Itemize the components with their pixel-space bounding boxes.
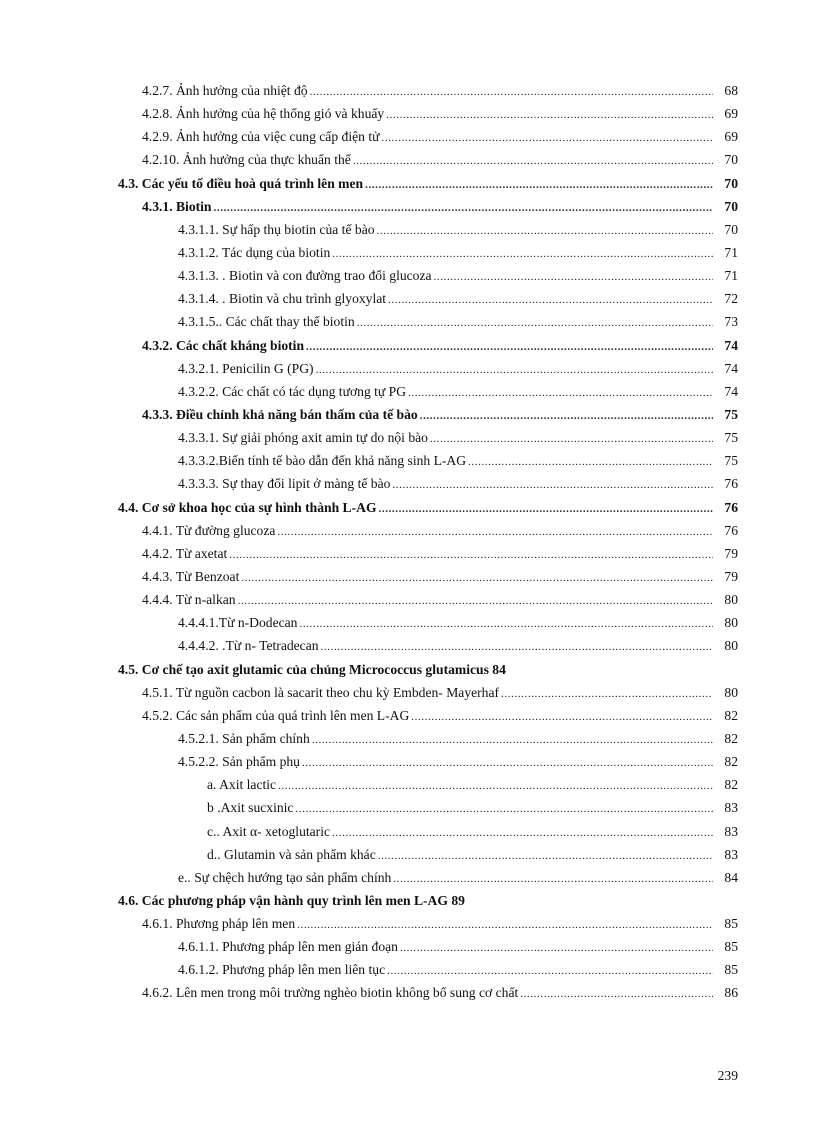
toc-entry-title: 4.3.1.1. Sự hấp thụ biotin của tế bào <box>178 221 375 237</box>
toc-entry-title: 4.6.1.2. Phương pháp lên men liên tục <box>178 962 386 978</box>
toc-entry-page: 82 <box>724 707 738 723</box>
toc-entry <box>0 148 816 171</box>
toc-leader-dots <box>408 382 713 405</box>
toc-entry <box>0 380 816 403</box>
toc-entry-title: 4.3.1.5.. Các chất thay thế biotin <box>178 314 355 330</box>
toc-entry-title: 4.3.1.3. . Biotin và con đường trao đổi glucoza <box>178 268 432 284</box>
toc-entry-page: 74 <box>724 337 738 353</box>
toc-entry <box>0 287 816 310</box>
toc-entry-title: e.. Sự chệch hướng tạo sản phẩm chính <box>178 869 392 885</box>
toc-entry-title: 4.2.7. Ảnh hưởng của nhiệt độ <box>142 83 308 98</box>
toc-entry-title: 4.3.2.1. Penicilin G (PG) <box>178 360 314 376</box>
toc-entry-page: 76 <box>724 522 738 538</box>
toc-entry-page: 83 <box>724 800 738 816</box>
toc-entry <box>0 889 816 912</box>
toc-leader-dots <box>297 914 713 937</box>
toc-entry-title: 4.4.4.2. .Từ n- Tetradecan <box>178 638 319 654</box>
toc-leader-dots <box>468 451 713 474</box>
toc-leader-dots <box>302 752 713 775</box>
toc-leader-dots <box>430 428 713 451</box>
toc-entry-page: 75 <box>724 406 738 422</box>
toc-entry-title: 4.5. Cơ chế tạo axit glutamic của chủng Micrococcus glutamicus 84 <box>118 661 506 677</box>
toc-entry-page: 70 <box>724 198 738 214</box>
toc-entry-page: 79 <box>724 568 738 584</box>
toc-entry <box>0 496 816 519</box>
toc-entry-title: b .Axit sucxinic <box>207 800 294 816</box>
toc-leader-dots <box>312 729 713 752</box>
toc-entry-title: 4.4. Cơ sở khoa học của sự hình thành L-AG <box>118 499 377 515</box>
toc-entry-page: 73 <box>724 314 738 330</box>
toc-entry <box>0 79 816 102</box>
toc-entry-title: 4.5.1. Từ nguồn cacbon là sacarit theo chu kỳ Embden- Mayerhaf <box>142 684 500 700</box>
toc-leader-dots <box>241 567 713 590</box>
toc-leader-dots <box>332 822 713 845</box>
toc-entry <box>0 935 816 958</box>
toc-leader-dots <box>316 359 713 382</box>
toc-leader-dots <box>310 81 713 104</box>
toc-entry <box>0 981 816 1004</box>
toc-entry <box>0 773 816 796</box>
toc-leader-dots <box>388 289 713 312</box>
toc-leader-dots <box>214 197 714 220</box>
toc-entry-page: 69 <box>724 129 738 145</box>
toc-entry-title: 4.5.2.1. Sản phẩm chính <box>178 730 310 746</box>
toc-entry-page: 76 <box>724 499 738 515</box>
toc-entry-title: 4.6.1. Phương pháp lên men <box>142 916 296 932</box>
toc-leader-dots <box>400 937 713 960</box>
toc-entry-page: 75 <box>724 453 738 469</box>
toc-entry-page: 80 <box>724 592 738 608</box>
toc-entry-title: 4.3. Các yếu tố điều hoà quá trình lên men <box>118 175 364 191</box>
toc-leader-dots <box>434 266 713 289</box>
toc-entry-title: 4.6.1.1. Phương pháp lên men gián đoạn <box>178 939 398 955</box>
toc-entry-page: 75 <box>724 430 738 446</box>
toc-entry <box>0 449 816 472</box>
toc-entry-page: 72 <box>724 291 738 307</box>
toc-entry-title: 4.3.3.2.Biến tính tế bào dẫn đến khả năng sinh L-AG <box>178 453 467 469</box>
toc-leader-dots <box>378 845 713 868</box>
toc-leader-dots <box>392 474 713 497</box>
toc-leader-dots <box>365 174 713 197</box>
toc-leader-dots <box>277 521 713 544</box>
toc-entry-page: 80 <box>724 684 738 700</box>
toc-entry <box>0 912 816 935</box>
toc-entry-title: 4.3.3. Điều chỉnh khả năng bán thấm của tế bào <box>142 406 418 422</box>
toc-entry-title: c.. Axit α- xetoglutaric <box>207 823 331 839</box>
toc-entry-title: 4.4.1. Từ đường glucoza <box>142 522 276 538</box>
toc-entry <box>0 750 816 773</box>
toc-entry <box>0 611 816 634</box>
toc-leader-dots <box>393 868 713 891</box>
toc-entry <box>0 634 816 657</box>
toc-leader-dots <box>501 683 713 706</box>
toc-entry-page: 80 <box>724 638 738 654</box>
toc-entry-page: 74 <box>724 360 738 376</box>
toc-entry <box>0 310 816 333</box>
toc-entry <box>0 565 816 588</box>
toc-entry-title: 4.3.1. Biotin <box>142 198 212 214</box>
toc-entry-page: 70 <box>724 152 738 168</box>
toc-entry <box>0 334 816 357</box>
toc-entry-page: 71 <box>724 268 738 284</box>
toc-entry <box>0 588 816 611</box>
toc-entry-page: 83 <box>724 846 738 862</box>
toc-entry-page: 70 <box>724 175 738 191</box>
toc-entry-title: 4.3.3.1. Sự giải phóng axit amin tự do nội bào <box>178 430 428 446</box>
toc-entry-title: d.. Glutamin và sản phẩm khác <box>207 846 376 862</box>
toc-leader-dots <box>306 336 713 359</box>
toc-leader-dots <box>386 104 713 127</box>
toc-entry-page: 71 <box>724 244 738 260</box>
toc-entry-page: 85 <box>724 939 738 955</box>
toc-entry-page: 83 <box>724 823 738 839</box>
toc-entry-title: 4.2.9. Ảnh hưởng của việc cung cấp điện tử <box>142 129 380 145</box>
toc-entry-page: 85 <box>724 916 738 932</box>
toc-leader-dots <box>353 150 713 173</box>
toc-entry <box>0 958 816 981</box>
toc-entry <box>0 542 816 565</box>
toc-entry-title: 4.2.8. Ảnh hưởng của hệ thống gió và khuấy <box>142 106 385 122</box>
toc-entry-page: 84 <box>724 869 738 885</box>
toc-entry-title: 4.4.3. Từ Benzoat <box>142 568 240 584</box>
toc-leader-dots <box>321 636 713 659</box>
toc-leader-dots <box>299 613 713 636</box>
toc-entry <box>0 195 816 218</box>
toc-entry <box>0 704 816 727</box>
toc-entry-page: 85 <box>724 962 738 978</box>
toc-leader-dots <box>379 498 713 521</box>
toc-entry-page: 86 <box>724 985 738 1001</box>
toc-entry-title: 4.4.4. Từ n-alkan <box>142 592 236 608</box>
table-of-contents <box>0 79 816 1005</box>
toc-entry-page: 76 <box>724 476 738 492</box>
toc-entry-title: 4.3.2. Các chất kháng biotin <box>142 337 305 353</box>
toc-entry <box>0 403 816 426</box>
toc-entry-page: 70 <box>724 221 738 237</box>
toc-entry-page: 68 <box>724 83 738 98</box>
toc-leader-dots <box>377 220 713 243</box>
toc-entry <box>0 727 816 750</box>
toc-entry-title: 4.6.2. Lên men trong môi trường nghèo biotin không bổ sung cơ chất <box>142 985 519 1001</box>
toc-leader-dots <box>295 798 713 821</box>
toc-entry-page: 82 <box>724 777 738 793</box>
toc-entry <box>0 357 816 380</box>
toc-leader-dots <box>229 544 713 567</box>
toc-entry-title: 4.3.1.4. . Biotin và chu trình glyoxylat <box>178 291 387 307</box>
toc-entry <box>0 102 816 125</box>
toc-entry-page: 82 <box>724 730 738 746</box>
toc-entry-title: 4.3.2.2. Các chất có tác dụng tương tự PG <box>178 383 407 399</box>
toc-leader-dots <box>332 243 713 266</box>
toc-leader-dots <box>238 590 713 613</box>
toc-entry <box>0 820 816 843</box>
toc-entry-page: 74 <box>724 383 738 399</box>
toc-entry-page: 79 <box>724 545 738 561</box>
toc-entry <box>0 125 816 148</box>
toc-entry-title: 4.3.3.3. Sự thay đổi lipit ở màng tế bào <box>178 476 391 492</box>
toc-entry <box>0 843 816 866</box>
toc-entry <box>0 866 816 889</box>
toc-entry-title: 4.4.2. Từ axetat <box>142 545 228 561</box>
toc-leader-dots <box>357 312 713 335</box>
toc-entry-title: a. Axit lactic <box>207 777 277 793</box>
toc-leader-dots <box>411 706 713 729</box>
toc-entry <box>0 241 816 264</box>
toc-entry-title: 4.4.4.1.Từ n-Dodecan <box>178 615 298 631</box>
toc-entry-title: 4.5.2. Các sản phẩm của quá trình lên men L-AG <box>142 707 410 723</box>
toc-entry <box>0 658 816 681</box>
toc-entry-title: 4.5.2.2. Sản phẩm phụ <box>178 754 300 770</box>
toc-entry <box>0 681 816 704</box>
toc-leader-dots <box>381 127 713 150</box>
toc-entry <box>0 519 816 542</box>
toc-entry-page: 69 <box>724 106 738 122</box>
toc-entry <box>0 472 816 495</box>
toc-entry-page: 82 <box>724 754 738 770</box>
toc-entry-page: 80 <box>724 615 738 631</box>
toc-entry-title: 4.3.1.2. Tác dụng của biotin <box>178 244 331 260</box>
toc-entry <box>0 796 816 819</box>
toc-leader-dots <box>520 983 713 1006</box>
toc-leader-dots <box>387 960 713 983</box>
toc-entry <box>0 218 816 241</box>
toc-entry-title: 4.2.10. Ảnh hưởng của thực khuẩn thể <box>142 152 351 168</box>
toc-leader-dots <box>278 775 713 798</box>
toc-entry <box>0 264 816 287</box>
toc-leader-dots <box>420 405 713 428</box>
page-number: 239 <box>717 1068 738 1083</box>
toc-entry <box>0 172 816 195</box>
toc-entry-title: 4.6. Các phương pháp vận hành quy trình lên men L-AG 89 <box>118 892 465 908</box>
toc-entry <box>0 426 816 449</box>
